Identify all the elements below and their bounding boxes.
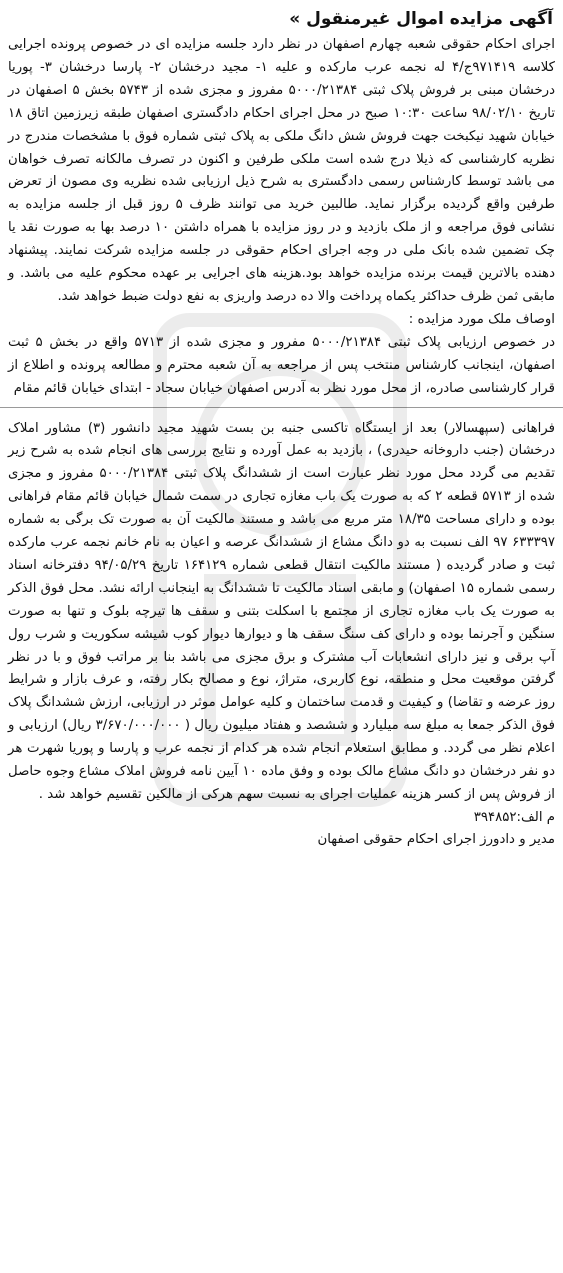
notice-paragraph-2: در خصوص ارزیابی پلاک ثبتی ۵۰۰۰/۲۱۳۸۴ مفرور و مجزی شده از ۵۷۱۳ واقع در بخش ۵ ثبت اصفهان، اینجانب کارشناس منتخب پس از مراجعه به آن شعبه محترم و مطالعه پرونده و اطلاع از قرار کارشناسی صادره، از محل مورد نظر به آدرس اصفهان خیابان سجاد - ابتدای خیابان قائم مقام: [8, 334, 555, 396]
reference-number: م الف:۳۹۴۸۵۲: [473, 809, 555, 825]
notice-paragraph-1: اجرای احکام حقوقی شعبه چهارم اصفهان در نظر دارد جلسه مزایده ای در خصوص پرونده اجرایی کلاسه ۹۷۱۴۱۹ج/۴ له نجمه عرب مارکده و علیه ۱- مجید درخشان ۲- پارسا درخشان ۳- پوریا درخشان مبنی بر فروش پلاک ثبتی ۵۰۰۰/۲۱۳۸۴ مفروز و مجزی شده از ۵۷۴۳ بخش ۵ اصفهان در تاریخ ۹۸/۰۲/۱۰ ساعت ۱۰:۳۰ صبح در محل اجرای احکام دادگستری اصفهان طبقه زیرزمین اتاق ۱۸ خیابان شهید نیکبخت جهت فروش شش دانگ ملکی به پلاک ثبتی شماره فوق با مشخصات مندرج در نظریه کارشناسی که ذیلا درج شده است ملکی طرفین و اکنون در تصرف مالکانه تصرف خواهان می باشد توسط کارشناس رسمی دادگستری به شرح ذیل ارزیابی شده نظریه وی مصون از تعرض طرفین واقع گردیده برگزار نماید. طالبین خرید می توانند ظرف ۵ روز قبل از جلسه مزایده به نشانی فوق مراجعه و از ملک بازدید و در روز مزایده با همراه داشتن ۱۰ درصد بها به صورت نقد یا چک تضمین شده بانک ملی در وجه اجرای احکام حقوقی در جلسه مزایده شرکت نمایند. پیشنهاد دهنده بالاترین قیمت برنده مزایده خواهد بود.هزینه های اجرایی بر عهده محکوم علیه می باشد. و مابقی ثمن ظرف حداکثر یکماه پرداخت والا ده درصد واریزی به نفع دولت ضبط خواهد شد.: [8, 37, 556, 304]
notice-title: آگهی مزایده اموال غیرمنقول »: [289, 9, 553, 29]
column-divider: [0, 407, 563, 408]
signature-line: مدیر و دادورز اجرای احکام حقوقی اصفهان: [317, 831, 555, 847]
notice-paragraph-3: فراهانی (سپهسالار) بعد از ایستگاه تاکسی جنبه بن بست شهید مجید دانشور (۳) مشاور املاک درخشان (جنب داروخانه حیدری) ، بازدید به عمل آورده و نتایج بررسی های انجام شده به شرح زیر تقدیم می گردد محل مورد نظر عبارت است از ششدانگ پلاک ثبتی ۵۰۰۰/۲۱۳۸۴ مفروز و مجزی شده از ۵۷۱۳ قطعه ۲ که به صورت یک باب مغازه تجاری در سمت شمال خیابان قائم مقام فراهانی بوده و دارای مساحت ۱۸/۳۵ متر مربع می باشد و مستند مالکیت آن به صورت تک برگی به شماره ۶۳۳۳۹۷ ۹۷ الف نسبت به دو دانگ مشاع از ششدانگ عرصه و اعیان به نام خانم نجمه عرب مارکده ثبت و صادر گردیده ( مستند مالکیت انتقال قطعی شماره ۱۶۴۱۲۹ تاریخ ۹۴/۰۵/۲۹ دفترخانه اسناد رسمی شماره ۱۵ اصفهان) و مابقی اسناد مالکیت تا ششدانگ به اینجانب ارائه نشد. محل فوق الذکر به صورت یک باب مغازه تجاری از مجتمع با اسکلت بتنی و سقف ها تیرچه بلوک و تنها به صورت سنگین و آجرنما بوده و دارای کف سنگ سقف ها و دیوارها دیوار کوب شیشه سکوریت و شرب رول آپ برقی و نیز دارای انشعابات آب مشترک و برق مجزی می باشد بنا بر مراتب فوق و با در نظر گرفتن موقعیت محل و منطقه، نوع کاربری، متراژ، نوع و مصالح بکار رفته، و عرف بازار و شرایط روز عرضه و تقاضا) و کیفیت و قدمت ساختمان و کلیه عوامل موثر در ارزیابی، ارزش ششدانگ پلاک فوق الذکر جمعا به مبلغ سه میلیارد و ششصد و هفتاد میلیون ریال ( ۳/۶۷۰/۰۰۰/۰۰۰ ریال) ارزیابی و اعلام نظر می گردد. و مطابق استعلام انجام شده هر کدام از نجمه عرب و پارسا و پوریا شهرت هر دو نفر درخشان دو دانگ مشاع مالک بوده و وفق ماده ۱۰ آیین نامه فروش املاک مشاع وجوه حاصل از فروش پس از کسر هزینه عملیات اجرای به نسبت سهم هرکی از مالکین تقسیم خواهد شد .: [8, 420, 556, 802]
property-description-heading: اوصاف ملک مورد مزایده :: [408, 311, 555, 327]
